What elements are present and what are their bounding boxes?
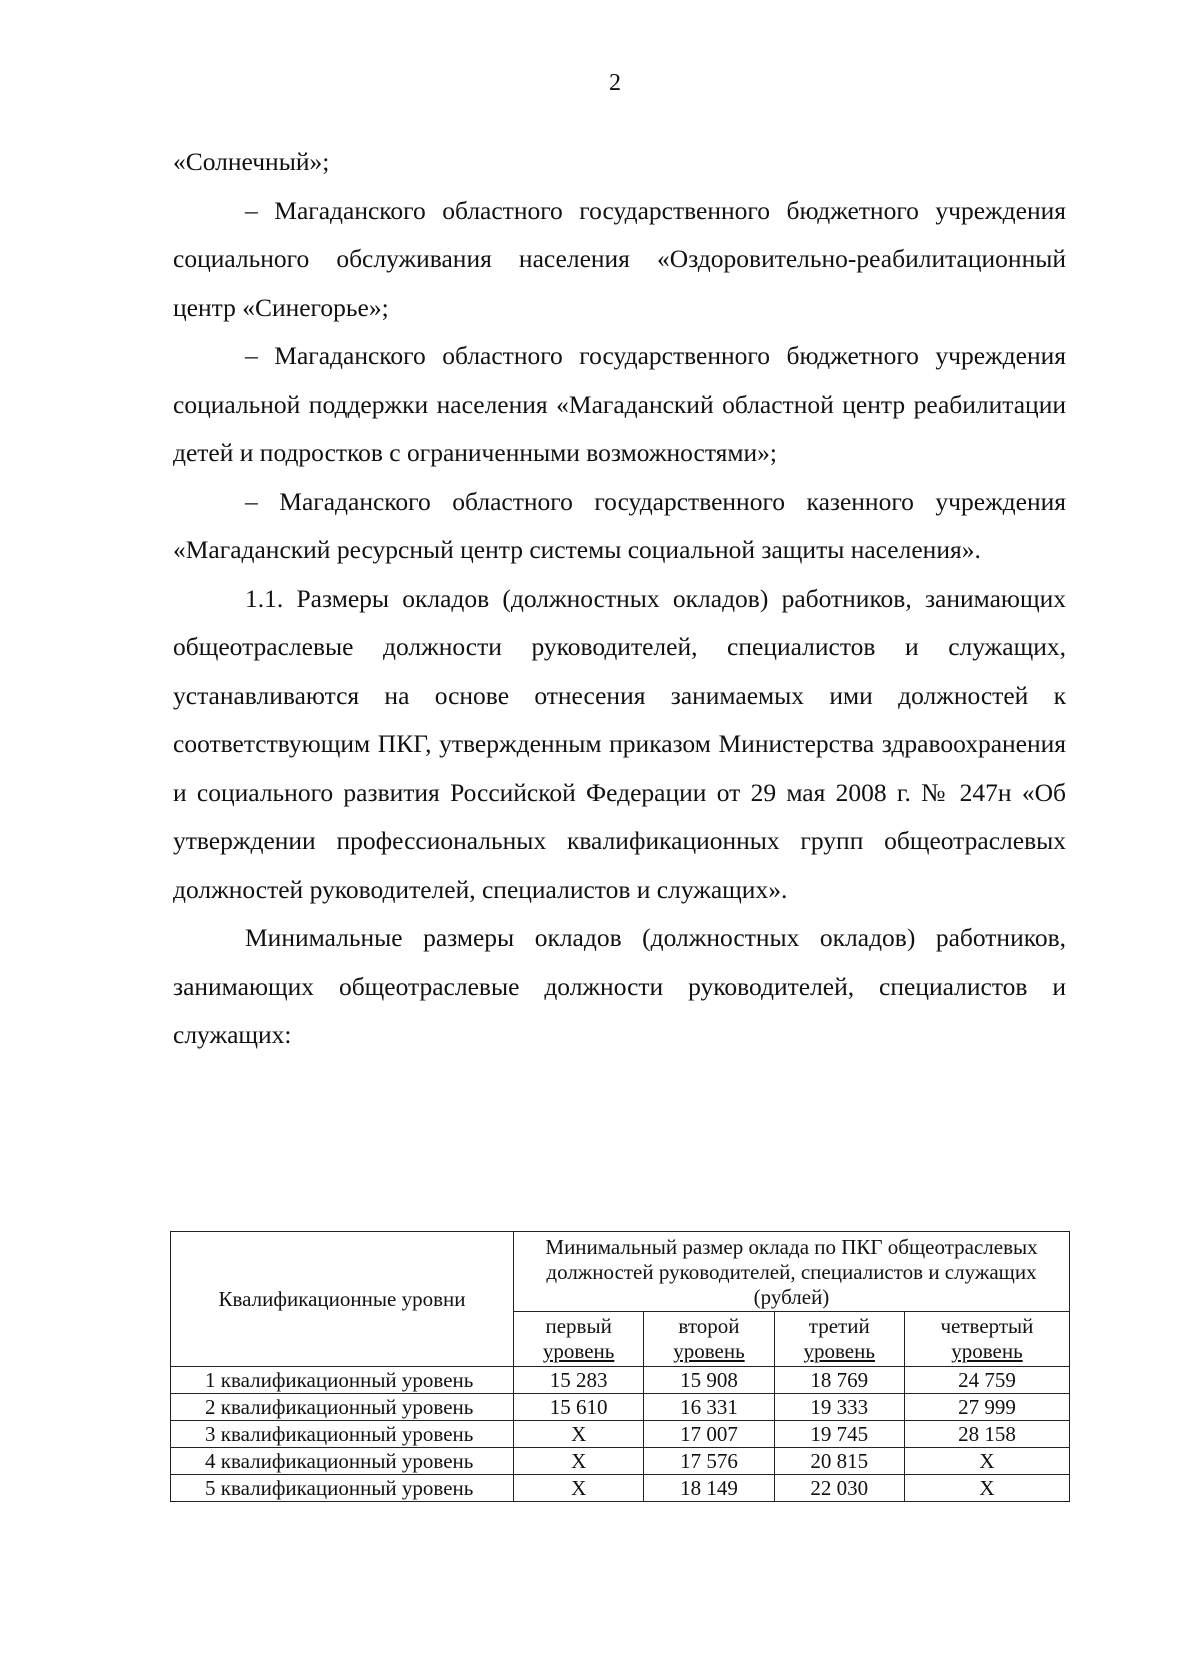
salary-cell: 18 769 [774, 1367, 904, 1394]
qualification-levels-header: Квалификационные уровни [171, 1232, 514, 1367]
salary-cell: 20 815 [774, 1448, 904, 1475]
salary-cell: 17 007 [644, 1421, 774, 1448]
paragraph: «Солнечный»; [173, 147, 330, 176]
table-row [171, 1394, 1070, 1421]
page-number: 2 [609, 70, 621, 96]
paragraph: 1.1. Размеры окладов (должностных окладов) работников, занимающих общеотраслевые должности руководителей, специалистов и служащих, устанавливаются на основе отнесения занимаемых ими должностей к соответствующим ПКГ, утвержденным приказом Министерства здравоохранения и социального развития Российской Федерации от 29 мая 2008 г. № 247н «Об утверждении профессиональных квалификационных групп общеотраслевых должностей руководителей, специалистов и служащих». [173, 583, 1066, 904]
row-label: 2 квалификационный уровень [171, 1394, 514, 1421]
row-label: 1 квалификационный уровень [171, 1367, 514, 1394]
level-subheader: второй уровень [644, 1312, 774, 1367]
level-subheader: четвертый уровень [904, 1312, 1069, 1367]
salary-cell: 27 999 [904, 1394, 1069, 1421]
table-row [171, 1421, 1070, 1448]
salary-cell: Х [904, 1448, 1069, 1475]
row-label: 4 квалификационный уровень [171, 1448, 514, 1475]
salary-cell: 19 745 [774, 1421, 904, 1448]
table-row [171, 1475, 1070, 1502]
salary-cell: 15 908 [644, 1367, 774, 1394]
table-header-row [171, 1232, 1070, 1312]
paragraph: Минимальные размеры окладов (должностных окладов) работников, занимающих общеотраслевые должности руководителей, специалистов и служащих: [173, 923, 1066, 1049]
salary-cell: Х [514, 1421, 644, 1448]
salary-cell: 24 759 [904, 1367, 1069, 1394]
row-label: 3 квалификационный уровень [171, 1421, 514, 1448]
salary-cell: 15 283 [514, 1367, 644, 1394]
salary-cell: Х [904, 1475, 1069, 1502]
paragraph: – Магаданского областного государственного бюджетного учреждения социальной поддержки населения «Магаданский областной центр реабилитации детей и подростков с ограниченными возможностями»; [173, 341, 1066, 467]
salary-cell: 28 158 [904, 1421, 1069, 1448]
table-row [171, 1367, 1070, 1394]
salary-cell: 17 576 [644, 1448, 774, 1475]
salary-cell: 18 149 [644, 1475, 774, 1502]
table-row [171, 1448, 1070, 1475]
paragraph: – Магаданского областного государственного бюджетного учреждения социального обслуживания населения «Оздоровительно-реабилитационный центр «Синегорье»; [173, 195, 1066, 322]
salary-table [170, 1231, 1070, 1502]
salary-cell: 22 030 [774, 1475, 904, 1502]
paragraph: – Магаданского областного государственного казенного учреждения «Магаданский ресурсный центр системы социальной защиты населения». [173, 486, 1066, 564]
salary-cell: 16 331 [644, 1394, 774, 1421]
salary-cell: 15 610 [514, 1394, 644, 1421]
salary-cell: Х [514, 1448, 644, 1475]
level-subheader: третий уровень [774, 1312, 904, 1367]
document-body [173, 138, 1066, 1060]
salary-cell: 19 333 [774, 1394, 904, 1421]
salary-cell: Х [514, 1475, 644, 1502]
level-subheader: первый уровень [514, 1312, 644, 1367]
row-label: 5 квалификационный уровень [171, 1475, 514, 1502]
min-salary-group-header: Минимальный размер оклада по ПКГ общеотраслевых должностей руководителей, специалистов и служащих (рублей) [514, 1232, 1070, 1312]
